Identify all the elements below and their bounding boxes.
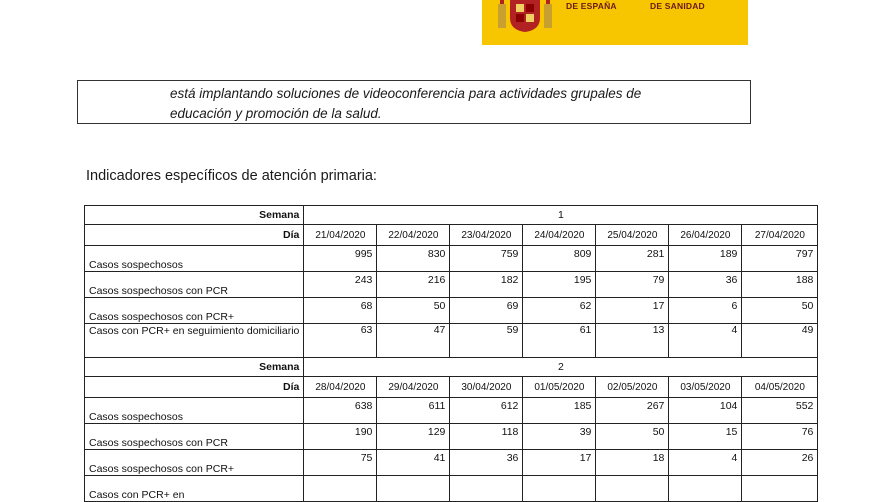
- value-cell: 243: [304, 272, 377, 298]
- value-cell: 50: [742, 298, 818, 324]
- date-cell: 03/05/2020: [669, 377, 742, 398]
- dia-label: Día: [85, 225, 304, 246]
- table-row: [85, 450, 818, 476]
- value-cell: 47: [377, 324, 450, 358]
- value-cell: 611: [377, 398, 450, 424]
- value-cell: 13: [596, 324, 669, 358]
- date-cell: 30/04/2020: [450, 377, 523, 398]
- value-cell: [450, 476, 523, 502]
- quote-line-1: está implantando soluciones de videoconferencia para actividades grupales de: [170, 86, 642, 101]
- value-cell: 49: [742, 324, 818, 358]
- week-number: 1: [304, 206, 818, 225]
- date-cell: 29/04/2020: [377, 377, 450, 398]
- date-cell: 24/04/2020: [523, 225, 596, 246]
- value-cell: 188: [742, 272, 818, 298]
- value-cell: 809: [523, 246, 596, 272]
- value-cell: 69: [450, 298, 523, 324]
- date-cell: 27/04/2020: [742, 225, 818, 246]
- value-cell: 118: [450, 424, 523, 450]
- section-title: Indicadores específicos de atención primaria:: [86, 168, 377, 184]
- value-cell: 797: [742, 246, 818, 272]
- value-cell: 36: [450, 450, 523, 476]
- value-cell: 26: [742, 450, 818, 476]
- table-row: [85, 272, 818, 298]
- table-row: [85, 298, 818, 324]
- value-cell: 552: [742, 398, 818, 424]
- date-cell: 23/04/2020: [450, 225, 523, 246]
- value-cell: 4: [669, 450, 742, 476]
- value-cell: 638: [304, 398, 377, 424]
- value-cell: 79: [596, 272, 669, 298]
- value-cell: 17: [523, 450, 596, 476]
- government-text-left: DE ESPAÑA: [566, 1, 617, 11]
- value-cell: 76: [742, 424, 818, 450]
- value-cell: [742, 476, 818, 502]
- value-cell: 36: [669, 272, 742, 298]
- table-row: [85, 398, 818, 424]
- row-label: Casos sospechosos con PCR+: [85, 298, 304, 324]
- value-cell: 50: [596, 424, 669, 450]
- table-row: [85, 424, 818, 450]
- date-cell: 04/05/2020: [742, 377, 818, 398]
- value-cell: 39: [523, 424, 596, 450]
- indicators-table: [84, 205, 818, 502]
- value-cell: 63: [304, 324, 377, 358]
- value-cell: 41: [377, 450, 450, 476]
- value-cell: 281: [596, 246, 669, 272]
- value-cell: 830: [377, 246, 450, 272]
- week-row: [85, 358, 818, 377]
- date-cell: 28/04/2020: [304, 377, 377, 398]
- row-label: Casos sospechosos: [85, 246, 304, 272]
- week-row: [85, 206, 818, 225]
- value-cell: 129: [377, 424, 450, 450]
- value-cell: 15: [669, 424, 742, 450]
- table-row: [85, 324, 818, 358]
- value-cell: 216: [377, 272, 450, 298]
- date-cell: 22/04/2020: [377, 225, 450, 246]
- semana-label: Semana: [85, 358, 304, 377]
- value-cell: 68: [304, 298, 377, 324]
- row-label: Casos sospechosos: [85, 398, 304, 424]
- value-cell: 104: [669, 398, 742, 424]
- date-cell: 21/04/2020: [304, 225, 377, 246]
- table-row: [85, 246, 818, 272]
- date-row: [85, 377, 818, 398]
- value-cell: 59: [450, 324, 523, 358]
- value-cell: 195: [523, 272, 596, 298]
- value-cell: 50: [377, 298, 450, 324]
- table-row: [85, 476, 818, 502]
- dia-label: Día: [85, 377, 304, 398]
- value-cell: 62: [523, 298, 596, 324]
- value-cell: 61: [523, 324, 596, 358]
- value-cell: 189: [669, 246, 742, 272]
- semana-label: Semana: [85, 206, 304, 225]
- value-cell: 6: [669, 298, 742, 324]
- date-cell: 25/04/2020: [596, 225, 669, 246]
- value-cell: 4: [669, 324, 742, 358]
- value-cell: 185: [523, 398, 596, 424]
- row-label: Casos con PCR+ en: [85, 476, 304, 502]
- row-label: Casos con PCR+ en seguimiento domiciliario: [85, 324, 304, 358]
- value-cell: 190: [304, 424, 377, 450]
- value-cell: [523, 476, 596, 502]
- value-cell: 17: [596, 298, 669, 324]
- date-cell: 26/04/2020: [669, 225, 742, 246]
- value-cell: 759: [450, 246, 523, 272]
- value-cell: 18: [596, 450, 669, 476]
- government-header-banner: [482, 0, 748, 45]
- row-label: Casos sospechosos con PCR: [85, 272, 304, 298]
- value-cell: [669, 476, 742, 502]
- value-cell: 267: [596, 398, 669, 424]
- row-label: Casos sospechosos con PCR+: [85, 450, 304, 476]
- value-cell: [304, 476, 377, 502]
- quote-line-2: educación y promoción de la salud.: [170, 106, 382, 121]
- date-cell: 01/05/2020: [523, 377, 596, 398]
- value-cell: [377, 476, 450, 502]
- week-number: 2: [304, 358, 818, 377]
- date-cell: 02/05/2020: [596, 377, 669, 398]
- value-cell: 75: [304, 450, 377, 476]
- date-row: [85, 225, 818, 246]
- value-cell: 995: [304, 246, 377, 272]
- value-cell: 182: [450, 272, 523, 298]
- ministry-text-right: DE SANIDAD: [650, 1, 705, 11]
- row-label: Casos sospechosos con PCR: [85, 424, 304, 450]
- coat-of-arms-icon: [496, 0, 554, 32]
- value-cell: 612: [450, 398, 523, 424]
- value-cell: [596, 476, 669, 502]
